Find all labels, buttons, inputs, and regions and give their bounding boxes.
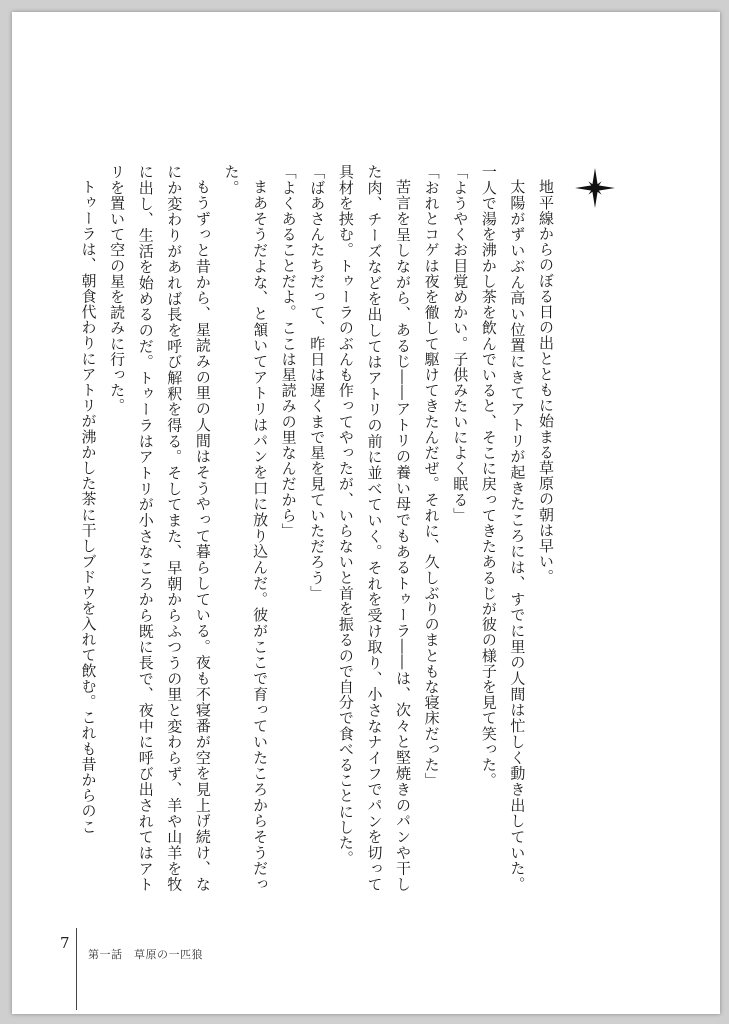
paragraph-2: 太陽がずいぶん高い位置にきてアトリが起きたころには、すでに里の人間は忙しく動き出していた。一人で湯を沸かし茶を飲んでいると、そこに戻ってきたあるじが彼の様子を見て笑った。 — [479, 164, 527, 892]
running-head: 第一話 草原の一匹狼 — [88, 948, 203, 961]
footer-rule — [76, 928, 77, 1010]
paragraph-1: 地平線からのぼる日の出とともに始まる草原の朝は早い。 — [537, 179, 555, 585]
four-point-star-icon — [574, 167, 616, 209]
dialogue-2: 「おれとコゲは夜を徹して駆けてきたんだぜ。それに、久しぶりのまともな寝床だった」 — [422, 164, 441, 788]
book-page — [12, 12, 720, 1014]
paragraph-4: まあそうだよな、と頷いてアトリはパンを口に放り込んだ。彼がここで育っていたころからそうだった。 — [222, 164, 270, 892]
dialogue-4: 「よくあることだよ。ここは星読みの里なんだから」 — [279, 164, 298, 539]
dialogue-1: 「ようやくお目覚めかい。子供みたいによく眠る」 — [451, 164, 470, 523]
paragraph-6: トゥーラは、朝食代わりにアトリが沸かした茶に干しブドウを入れて飲む。これも昔からのこ — [79, 179, 98, 835]
page-number: 7 — [60, 934, 70, 952]
paragraph-3: 苦言を呈しながら、あるじ――アトリの養い母でもあるトゥーラ――は、次々と堅焼きのパンや干した肉、チーズなどを出してはアトリの前に並べていく。それを受け取り、小さなナイフでパンを切って具材を挟む。トゥーラのぶんも作ってやったが、いらないと首を振るので自分で食べることにした。 — [336, 164, 413, 892]
vertical-body-text — [79, 164, 560, 892]
dialogue-3: 「ばあさんたちだって、昨日は遅くまで星を見ていただろう」 — [308, 164, 327, 601]
paragraph-5: もうずっと昔から、星読みの里の人間はそうやって暮らしている。夜も不寝番が空を見上げ続け、なにか変わりがあれば長を呼び解釈を得る。そしてまた、早朝からふつうの里と変わらず、羊や山羊を牧に出し、生活を始めるのだ。トゥーラはアトリが小さなころから既に長で、夜中に呼び出されてはアトリを置いて空の星を読みに行った。 — [108, 164, 212, 892]
